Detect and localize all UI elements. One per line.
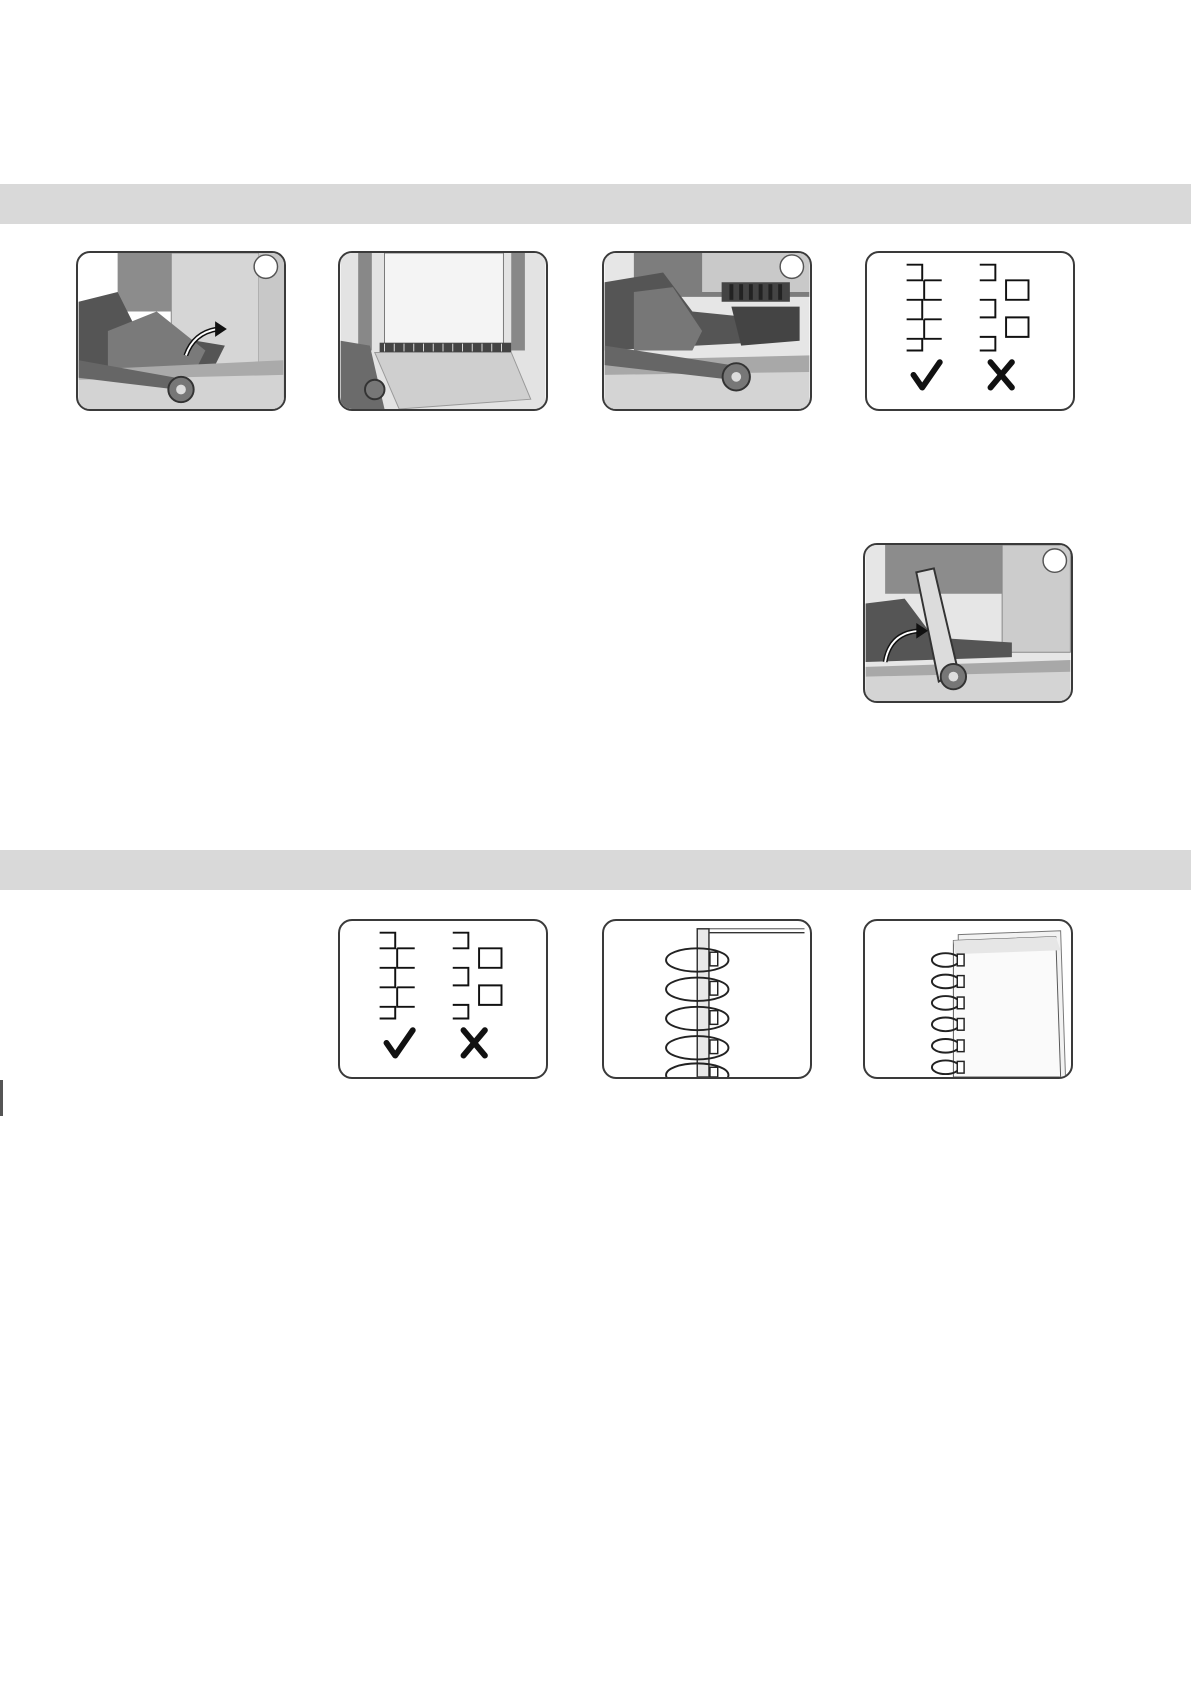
illustration-paper-on-comb	[338, 251, 548, 411]
cross-icon	[990, 362, 1011, 387]
check-icon	[913, 362, 939, 387]
illustration-lever-closing	[863, 543, 1073, 703]
illustration-wire-check-2	[338, 919, 548, 1079]
illustration-wire-spiral	[602, 919, 812, 1079]
illustration-comb-closed	[602, 251, 812, 411]
section-band-2	[0, 850, 1191, 890]
illustration-finished-book	[863, 919, 1073, 1079]
illustration-wire-check	[865, 251, 1075, 411]
illustration-machine-lever-open	[76, 251, 286, 411]
cross-icon	[463, 1030, 484, 1055]
check-icon	[386, 1030, 412, 1055]
margin-mark	[0, 1080, 3, 1116]
section-band-1	[0, 184, 1191, 224]
